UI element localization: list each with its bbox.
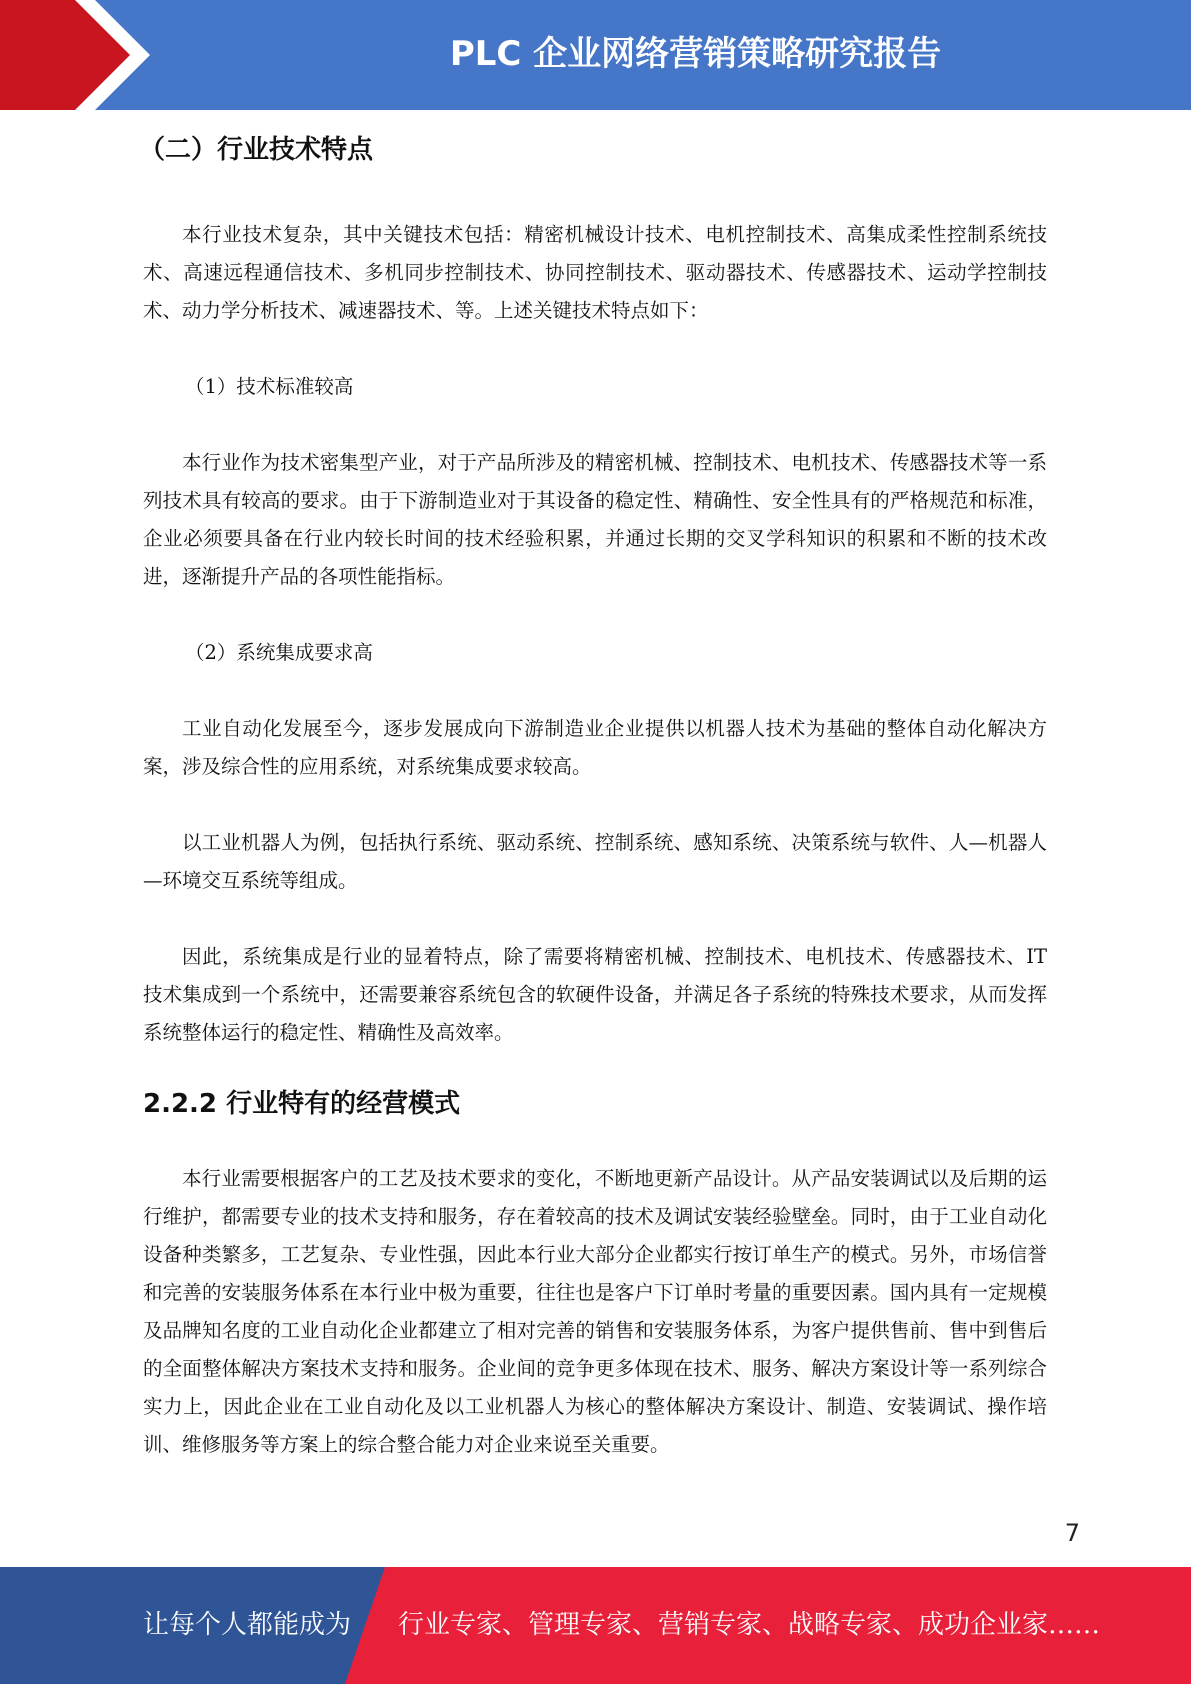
paragraph-business-model: 本行业需要根据客户的工艺及技术要求的变化，不断地更新产品设计。从产品安装调试以及后期的运行维护，都需要专业的技术支持和服务，存在着较高的技术及调试安装经验壁垒。同时，由于工业自动化设备种类繁多，工艺复杂、专业性强，因此本行业大部分企业都实行按订单生产的模式。另外，市场信誉和完善的安装服务体系在本行业中极为重要，往往也是客户下订单时考量的重要因素。国内具有一定规模及品牌知名度的工业自动化企业都建立了相对完善的销售和安装服务体系，为客户提供售前、售中到售后的全面整体解决方案技术支持和服务。企业间的竞争更多体现在技术、服务、解决方案设计等一系列综合实力上，因此企业在工业自动化及以工业机器人为核心的整体解决方案设计、制造、安装调试、操作培训、维修服务等方案上的综合整合能力对企业来说至关重要。 bbox=[143, 1167, 1047, 1456]
section-heading-business-model: 2.2.2 行业特有的经营模式 bbox=[143, 1089, 461, 1119]
footer-slogan-right: 行业专家、管理专家、营销专家、战略专家、成功企业家…… bbox=[398, 1610, 1101, 1640]
page-content bbox=[139, 124, 1047, 1464]
paragraph-integration-2: 以工业机器人为例，包括执行系统、驱动系统、控制系统、感知系统、决策系统与软件、人—机器人—环境交互系统等组成。 bbox=[143, 831, 1047, 892]
section-heading-tech-features: （二）行业技术特点 bbox=[139, 135, 374, 165]
paragraph-integration-3: 因此，系统集成是行业的显着特点，除了需要将精密机械、控制技术、电机技术、传感器技术、IT 技术集成到一个系统中，还需要兼容系统包含的软硬件设备，并满足各子系统的特殊技术要求，从而发挥系统整体运行的稳定性、精确性及高效率。 bbox=[143, 945, 1047, 1044]
page-header bbox=[0, 0, 1191, 110]
paragraph-integration-1: 工业自动化发展至今，逐步发展成向下游制造业企业提供以机器人技术为基础的整体自动化解决方案，涉及综合性的应用系统，对系统集成要求较高。 bbox=[143, 717, 1047, 778]
header-arrow-decoration bbox=[0, 0, 160, 110]
paragraph-standards: 本行业作为技术密集型产业，对于产品所涉及的精密机械、控制技术、电机技术、传感器技术等一系列技术具有较高的要求。由于下游制造业对于其设备的稳定性、精确性、安全性具有的严格规范和标准，企业必须要具备在行业内较长时间的技术经验积累，并通过长期的交叉学科知识的积累和不断的技术改进，逐渐提升产品的各项性能指标。 bbox=[143, 451, 1047, 588]
subheading-standards: （1）技术标准较高 bbox=[185, 375, 354, 398]
subheading-integration: （2）系统集成要求高 bbox=[185, 641, 373, 664]
footer-slogan-left: 让每个人都能成为 bbox=[143, 1610, 352, 1640]
page-footer bbox=[0, 1567, 1191, 1684]
paragraph-intro: 本行业技术复杂，其中关键技术包括：精密机械设计技术、电机控制技术、高集成柔性控制系统技术、高速远程通信技术、多机同步控制技术、协同控制技术、驱动器技术、传感器技术、运动学控制技术、动力学分析技术、减速器技术、等。上述关键技术特点如下： bbox=[143, 223, 1047, 322]
document-title: PLC 企业网络营销策略研究报告 bbox=[449, 34, 942, 74]
page-number: 7 bbox=[1064, 1519, 1080, 1547]
